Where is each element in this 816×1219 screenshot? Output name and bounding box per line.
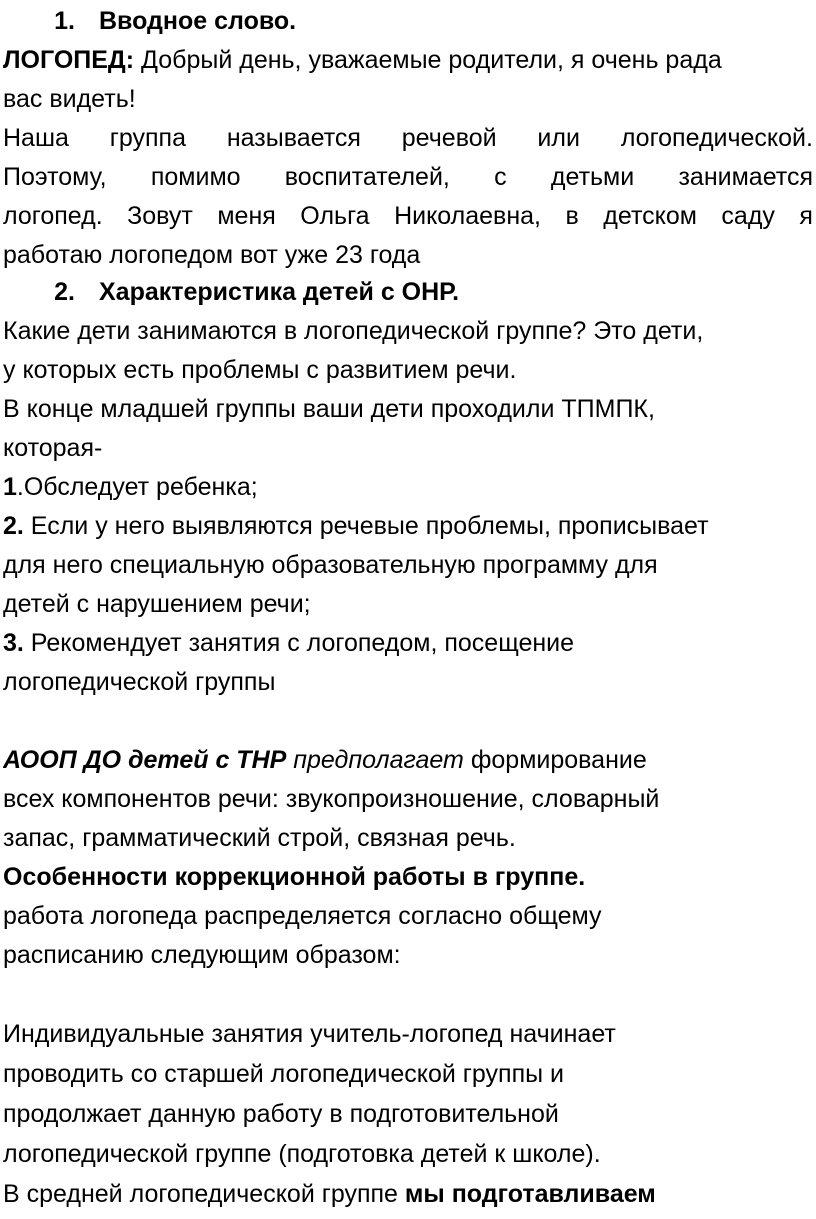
list-item-number: 1 [3,473,17,501]
section-heading-children [3,272,813,312]
list-item-cont [3,545,813,585]
children-paragraph-line2 [3,350,813,390]
section-heading-intro [3,1,813,41]
word: называется [226,124,361,152]
word: помимо [150,163,241,191]
word: саду [721,202,775,230]
individual-line1 [3,1014,813,1054]
features-line1 [3,896,813,936]
program-name: АООП ДО детей с ТНР [3,746,287,774]
list-item-number: 2. [3,512,24,540]
features-line2 [3,935,813,975]
paragraph-text: расписанию следующим образом: [3,941,401,969]
features-title: Особенности коррекционной работы в группе. [3,863,586,891]
aoop-paragraph-line2 [3,779,813,819]
individual-line3 [3,1094,813,1134]
list-item [3,467,813,507]
list-item-cont [3,584,813,624]
individual-line4 [3,1134,813,1174]
paragraph-text: В средней логопедической группе [3,1180,405,1208]
paragraph-text: В конце младшей группы ваши дети проходили ТПМПК, [3,395,655,423]
paragraph-text: проводить со старшей логопедической группы и [3,1060,564,1088]
paragraph-text: которая- [3,434,103,462]
aoop-paragraph-line3 [3,818,813,858]
greeting-text: Добрый день, уважаемые родители, я очень рада [141,46,722,74]
group-paragraph-line4 [3,235,813,275]
individual-line2 [3,1054,813,1094]
list-item-text: .Обследует ребенка; [16,473,258,501]
list-item-text: для него специальную образовательную программу для [3,551,658,579]
group-paragraph-line2 [3,157,813,197]
group-paragraph-line1 [3,118,813,158]
paragraph-text: у которых есть проблемы с развитием речи. [3,356,517,384]
list-item-text: детей с нарушением речи; [3,590,311,618]
word: логопедической. [620,124,813,152]
word: группа [109,124,187,152]
word: речевой [401,124,497,152]
bold-text: мы подготавливаем [404,1180,656,1208]
paragraph-text: логопедической группе (подготовка детей к школе). [3,1140,601,1168]
word: в [565,202,579,230]
word: Наша [3,124,69,152]
word: с [494,163,507,191]
speaker-label: ЛОГОПЕД: [3,46,135,74]
paragraph-text: работа логопеда распределяется согласно общему [3,902,602,930]
section-title: Вводное слово. [99,7,297,35]
paragraph-text: запас, грамматический строй, связная речь. [3,824,516,852]
paragraph-text: продолжает данную работу в подготовительной [3,1100,559,1128]
aoop-paragraph-line1 [3,740,813,780]
word: Николаевна, [394,202,541,230]
word: детьми [550,163,635,191]
word: Зовут [127,202,193,230]
list-item-text: логопедической группы [3,668,276,696]
list-item [3,623,813,663]
paragraph-text: Индивидуальные занятия учитель-логопед начинает [3,1020,616,1048]
word: я [799,202,813,230]
word: воспитателей, [284,163,450,191]
paragraph-text: формирование [463,746,647,774]
children-paragraph-line3 [3,389,813,429]
word: логопед. [3,202,103,230]
paragraph-text: Какие дети занимаются в логопедической группе? Это дети, [3,317,704,345]
word: Поэтому, [3,163,107,191]
word: меня [217,202,276,230]
word: или [537,124,580,152]
greeting-text-cont: вас видеть! [3,85,136,113]
paragraph-text: всех компонентов речи: звукопроизношение, словарный [3,785,660,813]
word: детском [603,202,697,230]
list-item-text: Если у него выявляются речевые проблемы, прописывает [23,512,709,540]
paragraph-text: работаю логопедом вот уже 23 года [3,241,421,269]
section-title: Характеристика детей с ОНР. [99,278,460,306]
children-paragraph-line4 [3,428,813,468]
list-item-number: 3. [3,629,24,657]
children-paragraph-line1 [3,311,813,351]
italic-verb: предполагает [286,746,464,774]
intro-greeting-line2 [3,79,813,119]
section-number: 2. [54,278,75,306]
intro-greeting-line [3,40,813,80]
group-paragraph-line3 [3,196,813,236]
features-heading [3,857,813,897]
word: занимается [678,163,813,191]
individual-line5 [3,1174,813,1214]
list-item [3,506,813,546]
word: Ольга [300,202,370,230]
list-item-text: Рекомендует занятия с логопедом, посещение [23,629,575,657]
section-number: 1. [54,7,75,35]
list-item-cont [3,662,813,702]
